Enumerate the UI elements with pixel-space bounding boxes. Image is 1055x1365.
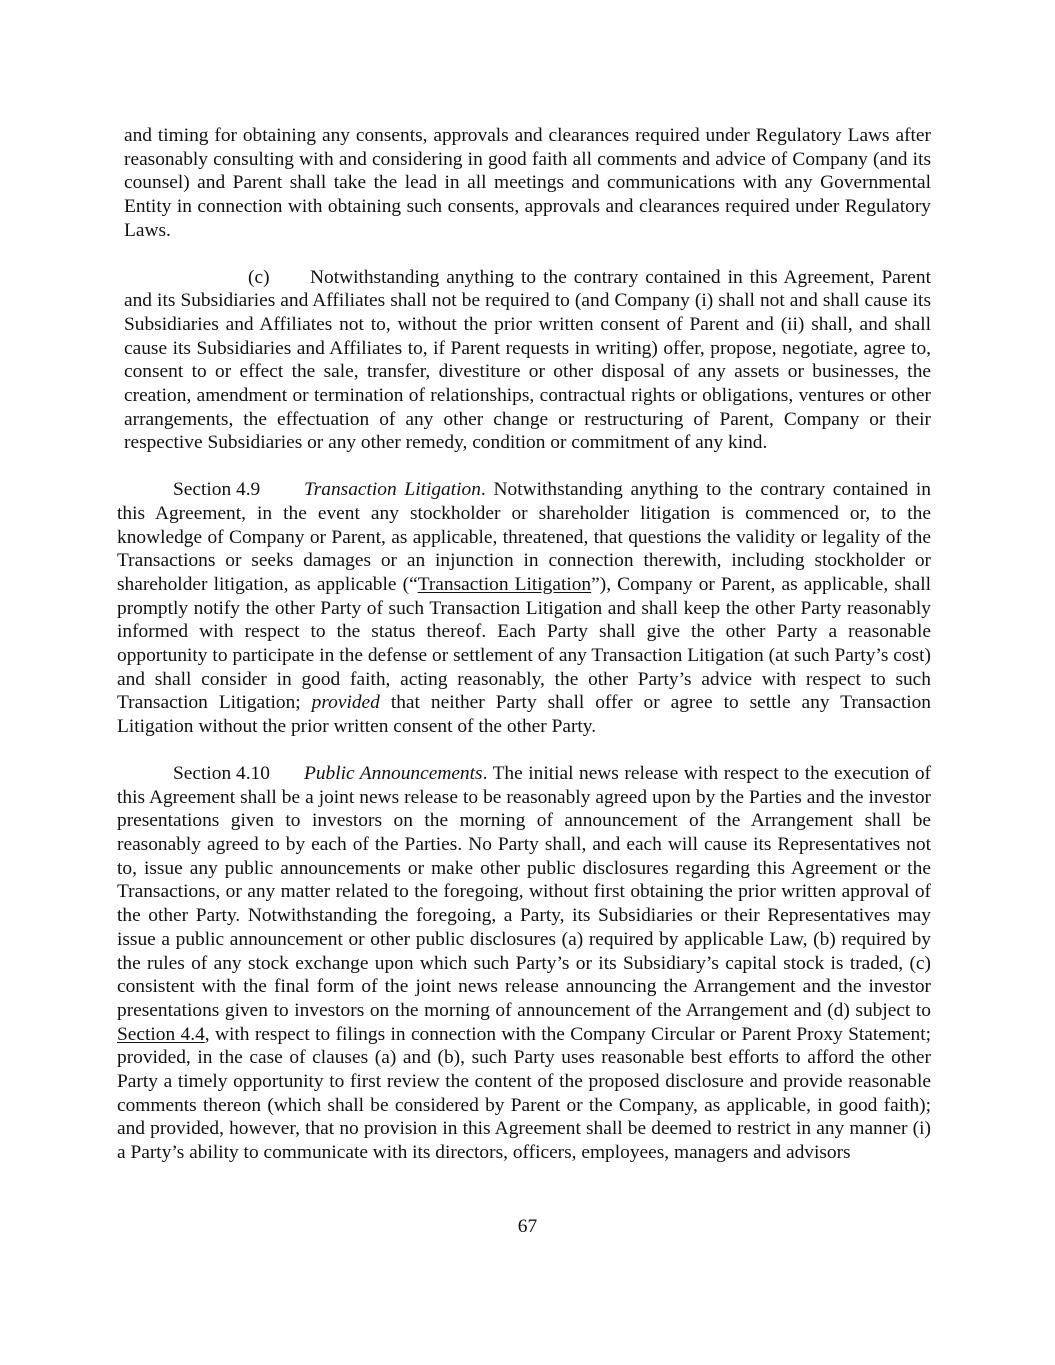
section-text: that neither Party shall offer or agree to settle any Transaction Litigation without the prior written consent of the other Party. [117,692,931,738]
clause-c-paragraph [124,266,931,456]
section-title: Transaction Litigation [304,479,481,501]
italic-term: provided [311,692,380,714]
section-4-9-paragraph [117,478,931,739]
document-page [117,124,932,1165]
cross-reference-link[interactable]: Section 4.4 [117,1023,205,1045]
clause-label: (c) [248,266,270,288]
section-number: Section 4.9 [173,479,261,501]
section-title: Public Announcements [304,762,483,784]
continuation-paragraph: and timing for obtaining any consents, approvals and clearances required under Regulatory Laws after reasonably consulting with and considering in good faith all comments and advice of Company (and its counsel) and Parent shall take the lead in all meetings and communications with any Governmental Entity in connection with obtaining such consents, approvals and clearances required under Regulatory Laws. [124,125,931,241]
section-text: . Notwithstanding anything to the contrary contained in this Agreement, in the event any stockholder or shareholder litigation is commenced or, to the knowledge of Company or Parent, as applicable, threatened, that questions the validity or legality of the Transactions or seeks damages or an injunction in connection therewith, including stockholder or shareholder litigation, as applicable (“ [117,479,931,595]
section-4-10-paragraph [117,762,931,1165]
section-number: Section 4.10 [173,762,270,784]
defined-term: Transaction Litigation [417,573,592,595]
page-number: 67 [517,1216,538,1237]
section-text: . The initial news release with respect to the execution of this Agreement shall be a joint news release to be reasonably agreed upon by the Parties and the investor presentations given to investors on the morning of announcement of the Arrangement shall be reasonably agreed to by each of the Parties. No Party shall, and each will cause its Representatives not to, issue any public announcements or make other public disclosures regarding this Agreement or the Transactions, or any matter related to the foregoing, without first obtaining the prior written approval of the other Party. Notwithstanding the foregoing, a Party, its Subsidiaries or their Representatives may issue a public announcement or other public disclosures (a) required by applicable Law, (b) required by the rules of any stock exchange upon which such Party’s or its Subsidiary’s capital stock is traded, (c) consistent with the final form of the joint news release announcing the Arrangement and the investor presentations given to investors on the morning of announcement of the Arrangement and (d) subject to [117,762,931,1021]
section-text: ”), Company or Parent, as applicable, shall promptly notify the other Party of such Transaction Litigation and shall keep the other Party reasonably informed with respect to the status thereof. Each Party shall give the other Party a reasonable opportunity to participate in the defense or settlement of any Transaction Litigation (at such Party’s cost) and shall consider in good faith, acting reasonably, the other Party’s advice with respect to such Transaction Litigation; [117,573,932,714]
section-text: , with respect to filings in connection with the Company Circular or Parent Proxy Statement; provided, in the case of clauses (a) and (b), such Party uses reasonable best efforts to afford the other Party a timely opportunity to first review the content of the proposed disclosure and provide reasonable comments thereon (which shall be considered by Parent or the Company, as applicable, in good faith); and provided, however, that no provision in this Agreement shall be deemed to restrict in any manner (i) a Party’s ability to communicate with its directors, officers, employees, managers and advisors [117,1023,932,1164]
clause-c-text: Notwithstanding anything to the contrary contained in this Agreement, Parent and its Subsidiaries and Affiliates shall not be required to (and Company (i) shall not and shall cause its Subsidiaries and Affiliates not to, without the prior written consent of Parent and (ii) shall, and shall cause its Subsidiaries and Affiliates to, if Parent requests in writing) offer, propose, negotiate, agree to, consent to or effect the sale, transfer, divestiture or other disposal of any assets or businesses, the creation, amendment or termination of relationships, contractual rights or obligations, ventures or other arrangements, the effectuation of any other change or restructuring of Parent, Company or their respective Subsidiaries or any other remedy, condition or commitment of any kind. [124,266,931,454]
